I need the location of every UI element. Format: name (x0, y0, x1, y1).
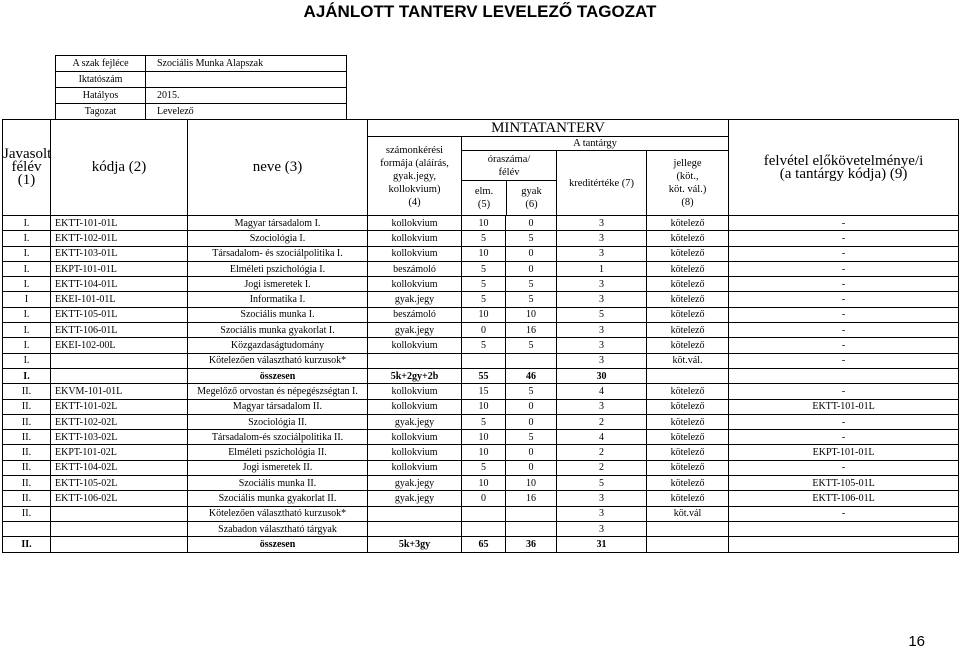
row-nev: Szociális munka II. (188, 476, 368, 491)
row-elm: 5 (462, 460, 506, 475)
row-kredit: 5 (557, 307, 647, 322)
table-row (3, 460, 959, 475)
row-felev: I. (3, 216, 51, 231)
row-gyak: 5 (506, 338, 557, 353)
row-elm: 55 (462, 368, 506, 383)
row-kredit: 5 (557, 476, 647, 491)
row-jelleg: köt.vál. (647, 353, 729, 368)
row-forma: gyak.jegy (368, 476, 462, 491)
row-gyak: 36 (506, 537, 557, 552)
row-felev: II. (3, 445, 51, 460)
row-kredit: 3 (557, 246, 647, 261)
header-elm: elm. (5) (462, 181, 507, 215)
row-forma: 5k+2gy+2b (368, 368, 462, 383)
row-felev: I. (3, 277, 51, 292)
row-elokov: - (729, 414, 959, 429)
row-kod: EKTT-101-01L (51, 216, 188, 231)
row-forma: kollokvium (368, 246, 462, 261)
row-elokov: - (729, 338, 959, 353)
row-jelleg: kötelező (647, 261, 729, 276)
row-kredit: 4 (557, 384, 647, 399)
row-elokov: - (729, 216, 959, 231)
header-szamonkeres: számonkérési formája (aláírás, gyak.jegy, kollokvium) (4) (368, 137, 462, 216)
row-gyak: 5 (506, 430, 557, 445)
row-forma: kollokvium (368, 216, 462, 231)
table-row (3, 338, 959, 353)
row-jelleg: kötelező (647, 460, 729, 475)
row-kod (51, 537, 188, 552)
row-gyak: 16 (506, 491, 557, 506)
row-kredit: 3 (557, 491, 647, 506)
row-elokov: - (729, 323, 959, 338)
table-row (3, 292, 959, 307)
row-kredit: 3 (557, 277, 647, 292)
row-kod: EKTT-104-01L (51, 277, 188, 292)
row-gyak: 10 (506, 307, 557, 322)
row-nev: Magyar társadalom I. (188, 216, 368, 231)
row-forma: kollokvium (368, 277, 462, 292)
row-kredit: 3 (557, 292, 647, 307)
row-gyak: 0 (506, 246, 557, 261)
row-kod: EKPT-101-02L (51, 445, 188, 460)
meta-row (56, 56, 347, 72)
row-elokov: - (729, 384, 959, 399)
row-nev: Kötelezően választható kurzusok* (188, 506, 368, 521)
row-jelleg: kötelező (647, 414, 729, 429)
row-felev: I. (3, 307, 51, 322)
row-kredit: 3 (557, 353, 647, 368)
row-felev: I. (3, 323, 51, 338)
row-elm: 10 (462, 246, 506, 261)
row-forma: 5k+3gy (368, 537, 462, 552)
row-elm: 10 (462, 307, 506, 322)
table-row (3, 476, 959, 491)
row-kod: EKEI-101-01L (51, 292, 188, 307)
row-elokov: - (729, 307, 959, 322)
table-row (3, 323, 959, 338)
row-elm: 65 (462, 537, 506, 552)
row-jelleg: kötelező (647, 399, 729, 414)
row-elokov: - (729, 460, 959, 475)
row-felev (3, 521, 51, 536)
row-kredit: 3 (557, 231, 647, 246)
row-kredit: 31 (557, 537, 647, 552)
meta-value: Levelező (146, 104, 347, 120)
header-mintatanterv: MINTATANTERV (368, 120, 729, 137)
row-felev: II. (3, 399, 51, 414)
row-elm: 10 (462, 216, 506, 231)
row-felev: I. (3, 246, 51, 261)
row-nev: Szociális munka I. (188, 307, 368, 322)
row-felev: I. (3, 338, 51, 353)
row-felev: II. (3, 476, 51, 491)
row-felev: II. (3, 460, 51, 475)
row-kredit: 30 (557, 368, 647, 383)
row-gyak: 46 (506, 368, 557, 383)
meta-key: A szak fejléce (56, 56, 146, 72)
row-nev: Szociális munka gyakorlat II. (188, 491, 368, 506)
row-kod (51, 521, 188, 536)
row-nev: Szociológia I. (188, 231, 368, 246)
row-forma: beszámoló (368, 307, 462, 322)
table-row (3, 368, 959, 383)
row-forma (368, 521, 462, 536)
row-elm: 10 (462, 476, 506, 491)
row-elm: 5 (462, 231, 506, 246)
row-forma (368, 353, 462, 368)
header-kodja: kódja (2) (51, 120, 188, 216)
row-kredit: 3 (557, 338, 647, 353)
row-elokov: - (729, 231, 959, 246)
row-nev: Megelőző orvostan és népegészségtan I. (188, 384, 368, 399)
row-felev: II. (3, 414, 51, 429)
row-jelleg: kötelező (647, 216, 729, 231)
row-kod: EKTT-102-01L (51, 231, 188, 246)
meta-key: Hatályos (56, 88, 146, 104)
table-row (3, 384, 959, 399)
table-row (3, 537, 959, 552)
header-a-tantargy: A tantárgy (462, 137, 729, 151)
meta-key: Iktatószám (56, 72, 146, 88)
row-elokov (729, 537, 959, 552)
row-elm: 15 (462, 384, 506, 399)
row-kod: EKTT-106-01L (51, 323, 188, 338)
row-elokov (729, 368, 959, 383)
row-forma: kollokvium (368, 430, 462, 445)
header-felvetel: felvétel előkövetelménye/i (a tantárgy kódja) (9) (729, 120, 959, 216)
row-kod: EKTT-103-02L (51, 430, 188, 445)
table-row (3, 430, 959, 445)
row-nev: Jogi ismeretek I. (188, 277, 368, 292)
row-gyak (506, 506, 557, 521)
meta-row (56, 88, 347, 104)
row-jelleg: kötelező (647, 246, 729, 261)
row-kredit: 3 (557, 216, 647, 231)
row-felev: II. (3, 506, 51, 521)
row-gyak: 16 (506, 323, 557, 338)
row-elokov: - (729, 506, 959, 521)
row-felev: II. (3, 384, 51, 399)
row-felev: II. (3, 491, 51, 506)
row-forma: kollokvium (368, 384, 462, 399)
curriculum-table (2, 119, 959, 553)
row-nev: Társadalom-és szociálpolitika II. (188, 430, 368, 445)
row-gyak: 5 (506, 231, 557, 246)
row-elokov: - (729, 353, 959, 368)
table-row (3, 307, 959, 322)
row-forma: gyak.jegy (368, 414, 462, 429)
row-gyak (506, 353, 557, 368)
row-nev: Közgazdaságtudomány (188, 338, 368, 353)
row-gyak: 5 (506, 292, 557, 307)
row-elm (462, 506, 506, 521)
row-gyak: 10 (506, 476, 557, 491)
row-kredit: 1 (557, 261, 647, 276)
row-kod: EKPT-101-01L (51, 261, 188, 276)
row-felev: I. (3, 368, 51, 383)
row-jelleg: kötelező (647, 491, 729, 506)
row-elokov: EKTT-101-01L (729, 399, 959, 414)
row-elokov: EKTT-106-01L (729, 491, 959, 506)
row-elokov: - (729, 261, 959, 276)
row-elokov: EKPT-101-01L (729, 445, 959, 460)
row-kredit: 3 (557, 399, 647, 414)
row-elm: 10 (462, 399, 506, 414)
row-forma: gyak.jegy (368, 292, 462, 307)
meta-value (146, 72, 347, 88)
row-kod: EKTT-105-01L (51, 307, 188, 322)
row-forma: kollokvium (368, 231, 462, 246)
row-nev: Szociológia II. (188, 414, 368, 429)
row-elm: 0 (462, 323, 506, 338)
row-elokov: EKTT-105-01L (729, 476, 959, 491)
row-kod (51, 506, 188, 521)
row-gyak: 5 (506, 384, 557, 399)
row-kod: EKTT-106-02L (51, 491, 188, 506)
table-row (3, 414, 959, 429)
row-forma (368, 506, 462, 521)
row-jelleg: kötelező (647, 292, 729, 307)
row-jelleg: kötelező (647, 445, 729, 460)
row-felev: II. (3, 430, 51, 445)
row-elm (462, 521, 506, 536)
row-nev: Elméleti pszichológia I. (188, 261, 368, 276)
table-row (3, 353, 959, 368)
row-elm: 5 (462, 277, 506, 292)
row-gyak: 0 (506, 216, 557, 231)
row-kod: EKTT-103-01L (51, 246, 188, 261)
table-row (3, 231, 959, 246)
table-row (3, 445, 959, 460)
header-row-top (3, 120, 959, 137)
row-elokov (729, 521, 959, 536)
row-kod: EKEI-102-00L (51, 338, 188, 353)
row-elm: 5 (462, 261, 506, 276)
table-row (3, 399, 959, 414)
row-jelleg: kötelező (647, 231, 729, 246)
row-gyak: 0 (506, 261, 557, 276)
row-kredit: 3 (557, 323, 647, 338)
row-gyak: 0 (506, 399, 557, 414)
row-nev: Jogi ismeretek II. (188, 460, 368, 475)
row-kod: EKTT-102-02L (51, 414, 188, 429)
header-kreditertek: kreditértéke (7) (557, 151, 647, 216)
table-row (3, 277, 959, 292)
header-jellege: jellege (köt., köt. vál.) (8) (647, 151, 729, 216)
header-oraszama: óraszáma/ félév (462, 152, 556, 181)
row-felev: I. (3, 353, 51, 368)
row-jelleg: kötelező (647, 476, 729, 491)
row-forma: beszámoló (368, 261, 462, 276)
row-kredit: 2 (557, 445, 647, 460)
meta-key: Tagozat (56, 104, 146, 120)
row-gyak: 0 (506, 445, 557, 460)
row-gyak: 0 (506, 460, 557, 475)
row-nev: összesen (188, 368, 368, 383)
row-jelleg (647, 521, 729, 536)
row-elm: 5 (462, 414, 506, 429)
page-title: AJÁNLOTT TANTERV LEVELEZŐ TAGOZAT (303, 2, 657, 21)
row-elokov: - (729, 292, 959, 307)
row-elm: 5 (462, 292, 506, 307)
row-forma: kollokvium (368, 460, 462, 475)
meta-value: 2015. (146, 88, 347, 104)
row-jelleg (647, 537, 729, 552)
row-kredit: 4 (557, 430, 647, 445)
table-row (3, 506, 959, 521)
header-javasolt-felev: Javasolt félév (1) (3, 120, 51, 216)
row-nev: Kötelezően választható kurzusok* (188, 353, 368, 368)
row-nev: Elméleti pszichológia II. (188, 445, 368, 460)
row-jelleg: köt.vál (647, 506, 729, 521)
meta-table (55, 55, 347, 120)
row-kod: EKTT-104-02L (51, 460, 188, 475)
row-felev: I. (3, 231, 51, 246)
row-gyak (506, 521, 557, 536)
row-nev: összesen (188, 537, 368, 552)
row-elokov: - (729, 277, 959, 292)
row-jelleg: kötelező (647, 430, 729, 445)
row-kod: EKTT-101-02L (51, 399, 188, 414)
meta-row (56, 72, 347, 88)
header-neve: neve (3) (188, 120, 368, 216)
row-jelleg: kötelező (647, 323, 729, 338)
table-row (3, 216, 959, 231)
row-jelleg: kötelező (647, 338, 729, 353)
row-elokov: - (729, 246, 959, 261)
page-number: 16 (908, 633, 925, 650)
row-felev: I. (3, 261, 51, 276)
row-kod: EKTT-105-02L (51, 476, 188, 491)
row-felev: II. (3, 537, 51, 552)
row-forma: kollokvium (368, 445, 462, 460)
row-elm: 5 (462, 338, 506, 353)
row-felev: I (3, 292, 51, 307)
row-jelleg: kötelező (647, 277, 729, 292)
table-row (3, 246, 959, 261)
meta-row (56, 104, 347, 120)
row-nev: Magyar társadalom II. (188, 399, 368, 414)
header-gyak: gyak (6) (521, 185, 542, 210)
row-jelleg: kötelező (647, 384, 729, 399)
row-jelleg (647, 368, 729, 383)
row-elm: 10 (462, 430, 506, 445)
row-elokov: - (729, 430, 959, 445)
row-elm: 10 (462, 445, 506, 460)
row-elm (462, 353, 506, 368)
row-kredit: 3 (557, 521, 647, 536)
header-oraszama-group (462, 151, 557, 216)
row-elm: 0 (462, 491, 506, 506)
row-nev: Szociális munka gyakorlat I. (188, 323, 368, 338)
row-forma: gyak.jegy (368, 323, 462, 338)
row-nev: Szabadon választható tárgyak (188, 521, 368, 536)
row-kod: EKVM-101-01L (51, 384, 188, 399)
row-kredit: 2 (557, 414, 647, 429)
row-nev: Társadalom- és szociálpolitika I. (188, 246, 368, 261)
row-jelleg: kötelező (647, 307, 729, 322)
meta-value: Szociális Munka Alapszak (146, 56, 347, 72)
row-gyak: 0 (506, 414, 557, 429)
row-gyak: 5 (506, 277, 557, 292)
row-nev: Informatika I. (188, 292, 368, 307)
row-kod (51, 353, 188, 368)
row-kredit: 3 (557, 506, 647, 521)
row-forma: kollokvium (368, 399, 462, 414)
row-forma: kollokvium (368, 338, 462, 353)
table-row (3, 261, 959, 276)
row-kredit: 2 (557, 460, 647, 475)
row-kod (51, 368, 188, 383)
row-forma: gyak.jegy (368, 491, 462, 506)
table-row (3, 491, 959, 506)
table-row (3, 521, 959, 536)
